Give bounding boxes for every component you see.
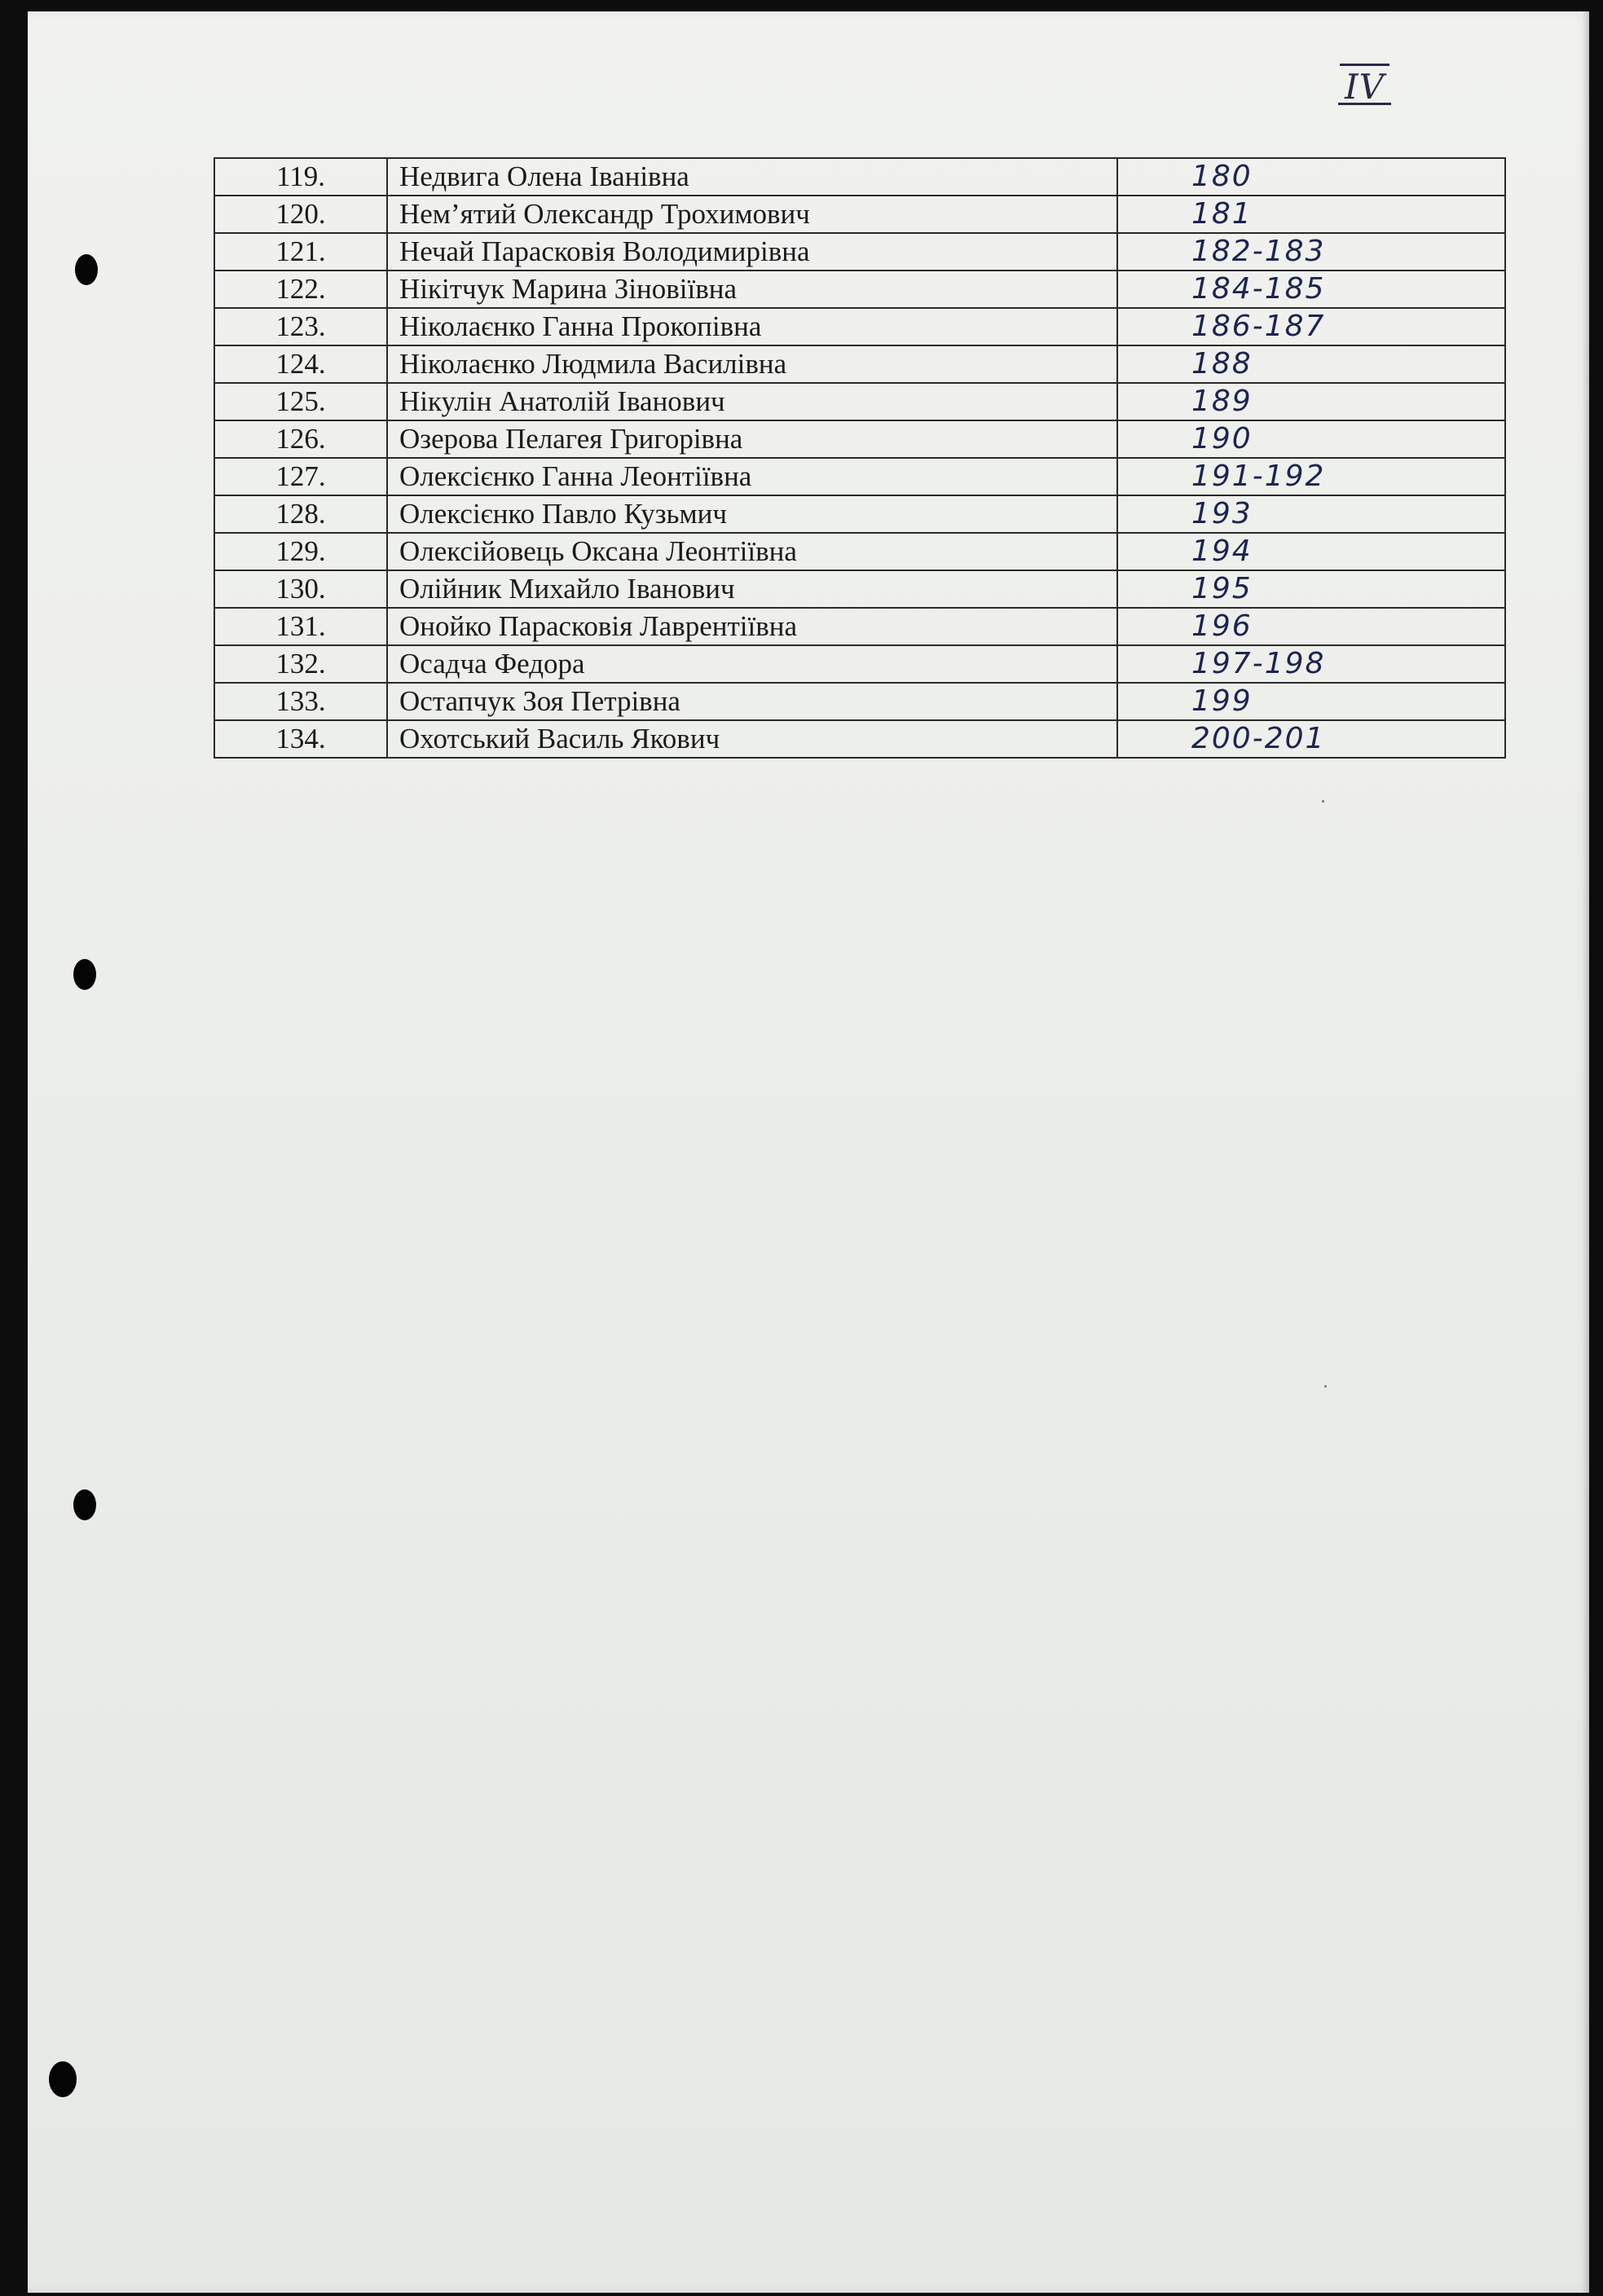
register-table	[214, 157, 1506, 759]
row-number: 125.	[214, 383, 387, 420]
page-range: 193	[1117, 495, 1505, 533]
row-number: 134.	[214, 720, 387, 758]
page-range: 200-201	[1117, 720, 1505, 758]
row-number: 122.	[214, 271, 387, 308]
page-range: 182-183	[1117, 233, 1505, 271]
row-number: 119.	[214, 158, 387, 196]
table-row	[214, 308, 1505, 345]
person-name: Охотський Василь Якович	[387, 720, 1117, 758]
page-range: 188	[1117, 345, 1505, 383]
row-number: 131.	[214, 608, 387, 645]
row-number: 127.	[214, 458, 387, 495]
table-row	[214, 720, 1505, 758]
table-row	[214, 233, 1505, 271]
row-number: 132.	[214, 645, 387, 683]
page-range: 180	[1117, 158, 1505, 196]
page-range: 186-187	[1117, 308, 1505, 345]
row-number: 121.	[214, 233, 387, 271]
table-row	[214, 645, 1505, 683]
page-range: 199	[1117, 683, 1505, 720]
page-range: 190	[1117, 420, 1505, 458]
table-row	[214, 570, 1505, 608]
table-row	[214, 683, 1505, 720]
table-row	[214, 420, 1505, 458]
sheet-edge-shadow	[1583, 11, 1589, 2293]
page-range: 181	[1117, 196, 1505, 233]
table-row	[214, 158, 1505, 196]
person-name: Нікітчук Марина Зіновіївна	[387, 271, 1117, 308]
page-range: 184-185	[1117, 271, 1505, 308]
punch-hole-icon	[49, 2061, 77, 2097]
punch-hole-icon	[75, 254, 98, 285]
table-row	[214, 271, 1505, 308]
person-name: Олексійовець Оксана Леонтіївна	[387, 533, 1117, 570]
page-range: 189	[1117, 383, 1505, 420]
page-range: 194	[1117, 533, 1505, 570]
person-name: Недвига Олена Іванівна	[387, 158, 1117, 196]
paper-speck	[1322, 800, 1324, 803]
page-range: 191-192	[1117, 458, 1505, 495]
person-name: Остапчук Зоя Петрівна	[387, 683, 1117, 720]
punch-hole-icon	[73, 959, 96, 990]
page-range: 196	[1117, 608, 1505, 645]
table-row	[214, 383, 1505, 420]
page-range: 195	[1117, 570, 1505, 608]
person-name: Нем’ятий Олександр Трохимович	[387, 196, 1117, 233]
register-table-body	[214, 158, 1505, 758]
person-name: Ніколаєнко Людмила Василівна	[387, 345, 1117, 383]
row-number: 123.	[214, 308, 387, 345]
person-name: Нікулін Анатолій Іванович	[387, 383, 1117, 420]
table-row	[214, 196, 1505, 233]
table-row	[214, 458, 1505, 495]
row-number: 130.	[214, 570, 387, 608]
page-range: 197-198	[1117, 645, 1505, 683]
person-name: Олійник Михайло Іванович	[387, 570, 1117, 608]
person-name: Осадча Федора	[387, 645, 1117, 683]
person-name: Ніколаєнко Ганна Прокопівна	[387, 308, 1117, 345]
row-number: 124.	[214, 345, 387, 383]
person-name: Нечай Парасковія Володимирівна	[387, 233, 1117, 271]
person-name: Олексієнко Ганна Леонтіївна	[387, 458, 1117, 495]
person-name: Озерова Пелагея Григорівна	[387, 420, 1117, 458]
table-row	[214, 345, 1505, 383]
punch-hole-icon	[73, 1489, 96, 1520]
folio-mark: IV	[1345, 67, 1385, 107]
row-number: 128.	[214, 495, 387, 533]
row-number: 133.	[214, 683, 387, 720]
person-name: Олексієнко Павло Кузьмич	[387, 495, 1117, 533]
paper-speck	[1324, 1385, 1327, 1388]
table-row	[214, 608, 1505, 645]
row-number: 129.	[214, 533, 387, 570]
table-row	[214, 533, 1505, 570]
person-name: Онойко Парасковія Лаврентіївна	[387, 608, 1117, 645]
row-number: 120.	[214, 196, 387, 233]
row-number: 126.	[214, 420, 387, 458]
table-row	[214, 495, 1505, 533]
